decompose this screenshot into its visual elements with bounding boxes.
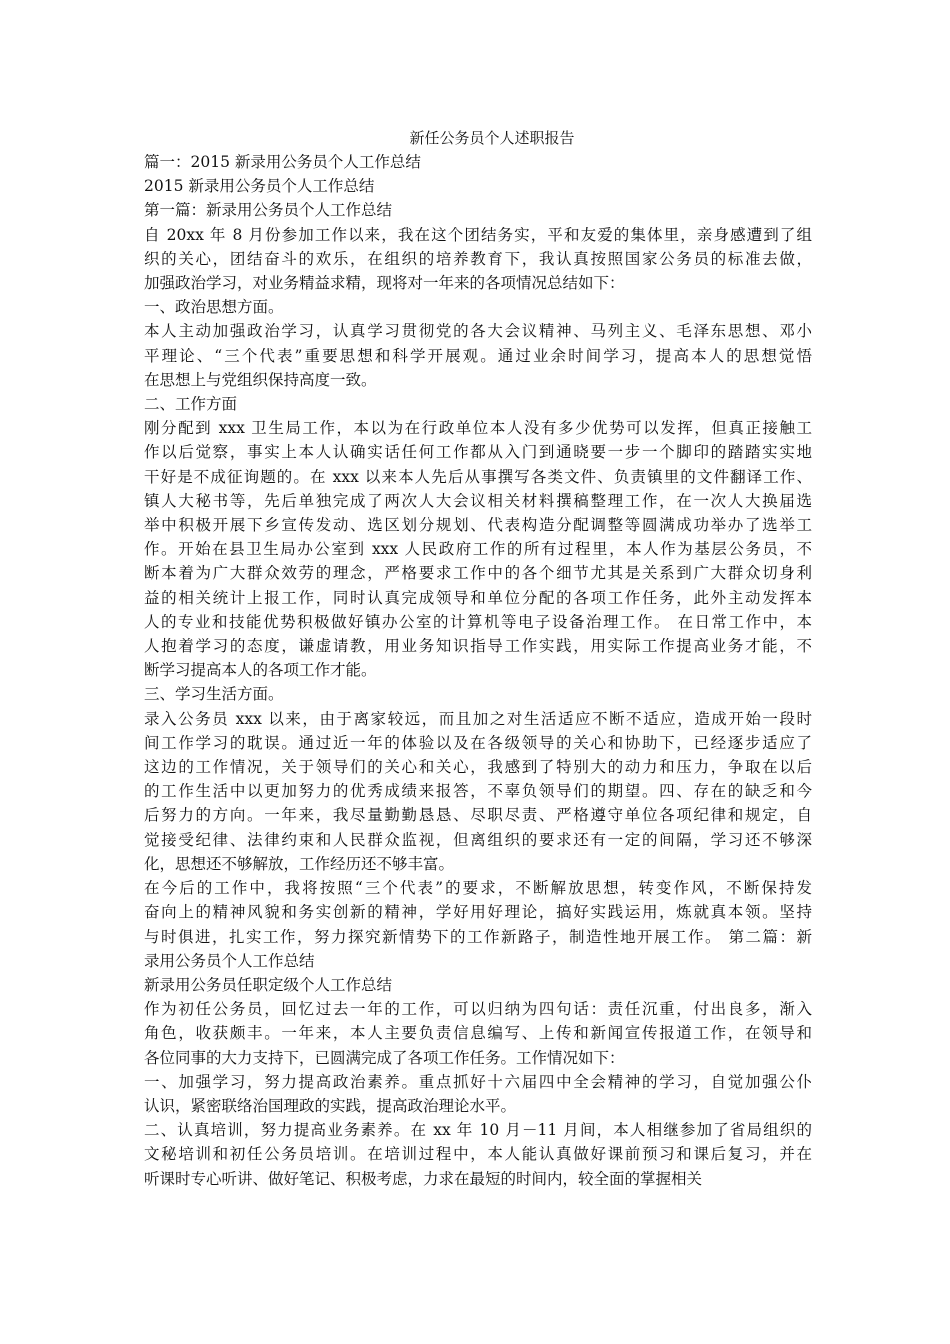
body-text-line: 新录用公务员任职定级个人工作总结 (144, 975, 393, 994)
body-text-line: 与时俱进，扎实工作，努力探究新情势下的工作新路子，制造性地开展工作。 第二篇：新 (144, 927, 812, 946)
document-title: 新任公务员个人述职报告 (409, 129, 575, 147)
body-text-line: 录入公务员 xxx 以来，由于离家较远，而且加之对生活适应不断不适应，造成开始一段时 (144, 709, 812, 728)
body-text-line: 作以后觉察，事实上本人认确实话任何工作都从入门到通晓要一步一个脚印的踏踏实实地 (144, 443, 812, 462)
body-text-line: 2015 新录用公务员个人工作总结 (144, 177, 375, 196)
body-text-line: 一、加强学习，努力提高政治素养。重点抓好十六届四中全会精神的学习，自觉加强公仆 (144, 1072, 812, 1091)
body-text-line: 二、认真培训，努力提高业务素养。在 xx 年 10 月－11 月间，本人相继参加了省局组织的 (144, 1121, 812, 1140)
body-text-line: 织的关心，团结奋斗的欢乐，在组织的培养教育下，我认真按照国家公务员的标准去做， (144, 249, 812, 268)
document-page (144, 126, 812, 1191)
body-text-line: 录用公务员个人工作总结 (144, 951, 315, 970)
body-text-line: 作。开始在县卫生局办公室到 xxx 人民政府工作的所有过程里，本人作为基层公务员，不 (144, 540, 812, 559)
body-text-line: 认识，紧密联络治国理政的实践，提高政治理论水平。 (144, 1096, 517, 1115)
body-text-line: 听课时专心听讲、做好笔记、积极考虑，力求在最短的时间内，较全面的掌握相关 (144, 1169, 703, 1188)
body-text-line: 举中积极开展下乡宣传发动、选区划分规划、代表构造分配调整等圆满成功举办了选举工 (144, 516, 812, 535)
body-text-line: 觉接受纪律、法律约束和人民群众监视，但离组织的要求还有一定的间隔，学习还不够深 (144, 830, 812, 849)
body-text-line: 作为初任公务员，回忆过去一年的工作，可以归纳为四句话：责任沉重，付出良多，渐入 (144, 1000, 812, 1019)
body-text-line: 人抱着学习的态度，谦虚请教，用业务知识指导工作实践，用实际工作提高业务才能，不 (144, 637, 812, 656)
body-text-line: 益的相关统计上报工作，同时认真完成领导和单位分配的各项工作任务，此外主动发挥本 (144, 588, 812, 607)
body-text-line: 文秘培训和初任公务员培训。在培训过程中，本人能认真做好课前预习和课后复习，并在 (144, 1145, 812, 1164)
body-text-line: 这边的工作情况，关于领导们的关心和关心，我感到了特别大的动力和压力，争取在以后 (144, 758, 812, 777)
body-text-line: 自 20xx 年 8 月份参加工作以来，我在这个团结务实，平和友爱的集体里，亲身感遭到了组 (144, 225, 812, 244)
body-text-line: 奋向上的精神风貌和务实创新的精神，学好用好理论，搞好实践运用，炼就真本领。坚持 (144, 903, 812, 922)
body-text-line: 干好是不成征询题的。在 xxx 以来本人先后从事撰写各类文件、负责镇里的文件翻译工作、 (144, 467, 812, 486)
body-text-line: 各位同事的大力支持下，已圆满完成了各项工作任务。工作情况如下： (144, 1048, 625, 1067)
body-text-line: 三、学习生活方面。 (144, 685, 284, 704)
body-text-line: 断学习提高本人的各项工作才能。 (144, 661, 377, 680)
body-text-line: 在思想上与党组织保持高度一致。 (144, 370, 377, 389)
body-text-line: 在今后的工作中，我将按照“三个代表”的要求，不断解放思想，转变作风，不断保持发 (144, 879, 812, 898)
body-text-line: 化，思想还不够解放，工作经历还不够丰富。 (144, 854, 455, 873)
body-text-line: 间工作学习的耽误。通过近一年的体验以及在各级领导的关心和协助下，已经逐步适应了 (144, 733, 812, 752)
body-text-line: 的工作生活中以更加努力的优秀成绩来报答，不辜负领导们的期望。四、存在的缺乏和今 (144, 782, 812, 801)
body-text-line: 二、工作方面 (144, 395, 238, 414)
body-text-line: 断本着为广大群众效劳的理念，严格要求工作中的各个细节尤其是关系到广大群众切身利 (144, 564, 812, 583)
body-text-line: 第一篇：新录用公务员个人工作总结 (144, 201, 393, 220)
body-text-line: 后努力的方向。一年来，我尽量勤勤恳恳、尽职尽责、严格遵守单位各项纪律和规定，自 (144, 806, 812, 825)
body-text-line: 镇人大秘书等，先后单独完成了两次人大会议相关材料撰稿整理工作，在一次人大换届选 (144, 491, 812, 510)
body-text-line: 角色，收获颇丰。一年来，本人主要负责信息编写、上传和新闻宣传报道工作，在领导和 (144, 1024, 812, 1043)
body-text-line: 加强政治学习，对业务精益求精，现将对一年来的各项情况总结如下： (144, 274, 625, 293)
body-text-line: 一、政治思想方面。 (144, 298, 284, 317)
body-text-line: 篇一：2015 新录用公务员个人工作总结 (144, 153, 421, 171)
body-text-line: 平理论、“三个代表”重要思想和科学开展观。通过业余时间学习，提高本人的思想觉悟 (144, 346, 812, 365)
document-body (144, 150, 812, 1191)
body-text-line: 本人主动加强政治学习，认真学习贯彻党的各大会议精神、马列主义、毛泽东思想、邓小 (144, 322, 812, 341)
body-text-line: 人的专业和技能优势积极做好镇办公室的计算机等电子设备治理工作。 在日常工作中，本 (144, 612, 812, 631)
body-text-line: 刚分配到 xxx 卫生局工作，本以为在行政单位本人没有多少优势可以发挥，但真正接触工 (144, 419, 812, 438)
